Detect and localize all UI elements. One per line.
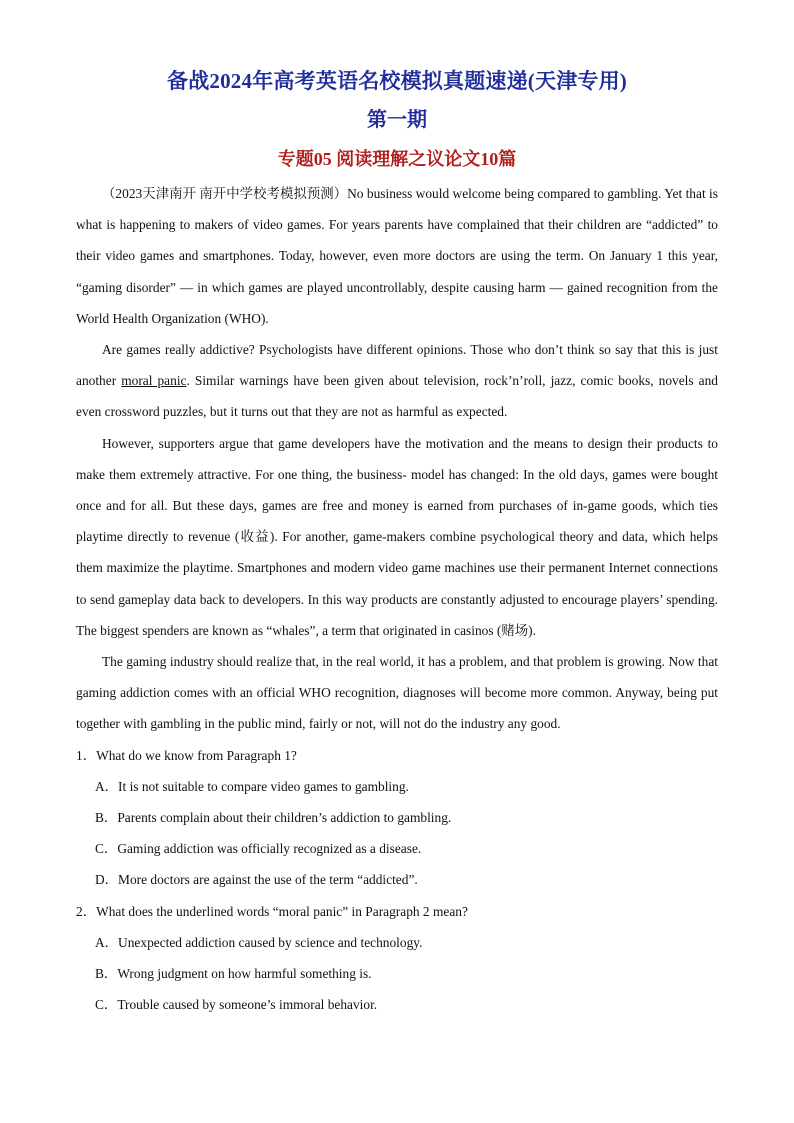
topic-heading: 专题05 阅读理解之议论文10篇 xyxy=(277,149,517,169)
question-stem: 2．What does the underlined words “moral panic” in Paragraph 2 mean? xyxy=(76,903,468,919)
answer-option-b[interactable]: B．Parents complain about their children’s addiction to gambling. xyxy=(95,810,452,826)
answer-option-b[interactable]: B．Wrong judgment on how harmful something is. xyxy=(95,966,372,982)
answer-option-c[interactable]: C．Gaming addiction was officially recognized as a disease. xyxy=(95,841,422,857)
question-stem: 1．What do we know from Paragraph 1? xyxy=(76,747,297,763)
answer-option-c[interactable]: C．Trouble caused by someone’s immoral behavior. xyxy=(95,997,378,1013)
answer-option-d[interactable]: D．More doctors are against the use of the term “addicted”. xyxy=(95,872,418,888)
answer-option-a[interactable]: A．Unexpected addiction caused by science and technology. xyxy=(95,934,423,950)
passage-paragraph-3: However, supporters argue that game developers have the motivation and the means to design their products to make them extremely attractive. For one thing, the business- model has changed: In the old days, games were bought once and for all. But these days, games are free and money is earned from purchases of in-game goods, which ties playtime directly to revenue (收益). For another, game-makers combine psychological theory and data, which helps them maximize the playtime. Smartphones and modern video game machines use their permanent Internet connections to send gameplay data back to developers. In this way products are constantly adjusted to encourage players’ spending. The biggest spenders are known as “whales”, a term that originated in casinos (赌场). xyxy=(76,435,718,638)
issue-label: 第一期 xyxy=(367,109,427,131)
page-title: 备战2024年高考英语名校模拟真题速递(天津专用) xyxy=(167,69,627,93)
underlined-phrase: moral panic xyxy=(121,373,187,389)
reading-passage xyxy=(76,178,718,740)
answer-option-a[interactable]: A．It is not suitable to compare video games to gambling. xyxy=(95,778,409,794)
question-list xyxy=(76,740,718,1021)
passage-paragraph-4: The gaming industry should realize that, in the real world, it has a problem, and that problem is growing. Now that gaming addiction comes with an official WHO recognition, diagnoses will become more common. Anyway, being put together with gambling in the public mind, fairly or not, will not do the industry any good. xyxy=(76,654,718,732)
passage-paragraph-2-start: Are games really addictive? Psychologists have different opinions. Those who don’t think so say that this is just another xyxy=(76,342,718,389)
passage-paragraph-2 xyxy=(76,334,718,428)
question-2 xyxy=(76,896,718,1021)
passage-paragraph-1: （2023天津南开 南开中学校考模拟预测）No business would welcome being compared to gambling. Yet that is what is happening to makers of video games. For years parents have complained that their children are “addicted” to their video games and smartphones. Today, however, even more doctors are using the term. On January 1 this year, “gaming disorder” — in which games are played uncontrollably, despite causing harm — gained recognition from the World Health Organization (WHO). xyxy=(76,186,718,326)
question-1 xyxy=(76,740,718,896)
passage-paragraph-2-end: . Similar warnings have been given about television, rock’n’roll, jazz, comic books, novels and even crossword puzzles, but it turns out that they are not as harmful as expected. xyxy=(76,373,718,420)
